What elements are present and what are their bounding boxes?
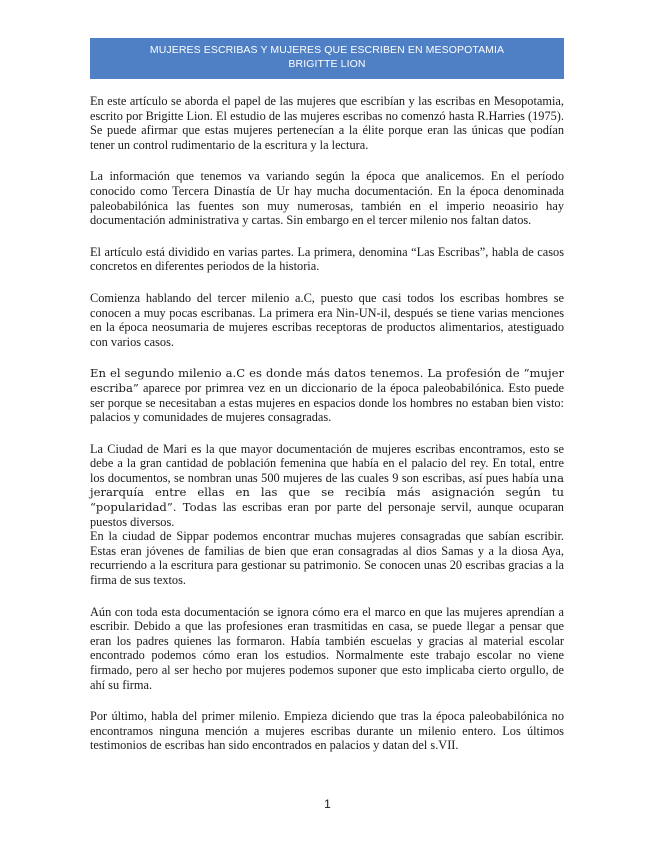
paragraph-second-millennium	[90, 366, 564, 424]
paragraph-sippar: En la ciudad de Sippar podemos encontrar muchas mujeres consagradas que sabían escribir. Estas eran jóvenes de familias de bien que eran consagradas al dios Samas y a la diosa Aya, recurriendo a la escritura para gestionar su patrimonio. Se conocen unas 20 escribas gracias a la firma de sus textos.	[90, 529, 564, 588]
paragraph-first-millennium: Por último, habla del primer milenio. Empieza diciendo que tras la época paleobabilónica no encontramos ninguna mención a mujeres escribas durante un milenio entero. Los últimos testimonios de escribas han sido encontrados en palacios y datan del s.VII.	[90, 709, 564, 753]
document-title-banner	[90, 38, 564, 79]
document-body	[90, 94, 564, 770]
page-number: 1	[324, 797, 331, 811]
paragraph-third-millennium: Comienza hablando del tercer milenio a.C, puesto que casi todos los escribas hombres se conocen a muy pocas escribanas. La primera era Nin-UN-il, después se tiene varias menciones en la época neosumaria de mujeres escribas receptoras de productos alimentarios, atestiguado con varios casos.	[90, 290, 564, 349]
paragraph-mari	[90, 442, 564, 530]
document-author: BRIGITTE LION	[288, 58, 366, 70]
paragraph-mari-hierarchy: una jerarquía entre ellas en las que se recibía más asignación según tu “popularidad”. Todas	[90, 470, 564, 515]
paragraph-intro: En este artículo se aborda el papel de las mujeres que escribían y las escribas en Mesopotamia, escrito por Brigitte Lion. El estudio de las mujeres escribas no comenzó hasta R.Harries (1975). Se puede afirmar que estas mujeres pertenecían a la élite porque eran las únicas que podían tener un control rudimentario de la escritura y la lectura.	[90, 94, 564, 152]
paragraph-second-millennium-rest: aparece por primrea vez en un diccionario de la época paleobabilónica. Esto puede ser porque se necesitaban a estas mujeres en espacios donde los hombres no estaban bien visto: palacios y comunidades de mujeres consagradas.	[90, 380, 564, 425]
document-title: MUJERES ESCRIBAS Y MUJERES QUE ESCRIBEN EN MESOPOTAMIA	[149, 44, 505, 56]
paragraph-learning: Aún con toda esta documentación se ignora cómo era el marco en que las mujeres aprendían a escribir. Debido a que las profesiones eran trasmitidas en casa, se puede llegar a pensar que eran los padres quienes las formaron. Había también escuelas y gracias al material escolar encontrado podemos cómo eran los estudios. Normalmente este trabajo escolar no viene firmado, pero al ser hecho por mujeres podemos suponer que esto implicaba cierto orgullo, de ahí su firma.	[90, 604, 564, 692]
paragraph-information: La información que tenemos va variando según la época que analicemos. En el período conocido como Tercera Dinastía de Ur hay mucha documentación. En la época denominada paleobabilónica las fuentes son muy numerosas, también en el imperio neoasirio hay documentación administrativa y cartas. Sin embargo en el tercer milenio nos faltan datos.	[90, 169, 564, 228]
paragraph-mari-start: La Ciudad de Mari es la que mayor documentación de mujeres escribas encontramos, esto se debe a la gran cantidad de población femenina que había en el palacio del rey. En total, entre los documentos, se nombran unas 500 mujeres de las cuales 9 son escribas, así pues había	[90, 441, 564, 485]
paragraph-structure: El artículo está dividido en varias partes. La primera, denomina “Las Escribas”, habla de casos concretos en diferentes periodos de la historia.	[90, 244, 564, 274]
paragraph-second-millennium-lead: En el segundo milenio a.C es donde más datos tenemos. La profesión de “mujer escriba”	[90, 366, 564, 395]
paragraph-mari-end: las escribas eran por parte del personaje servil, aunque ocuparan puestos diversos.	[90, 500, 564, 529]
